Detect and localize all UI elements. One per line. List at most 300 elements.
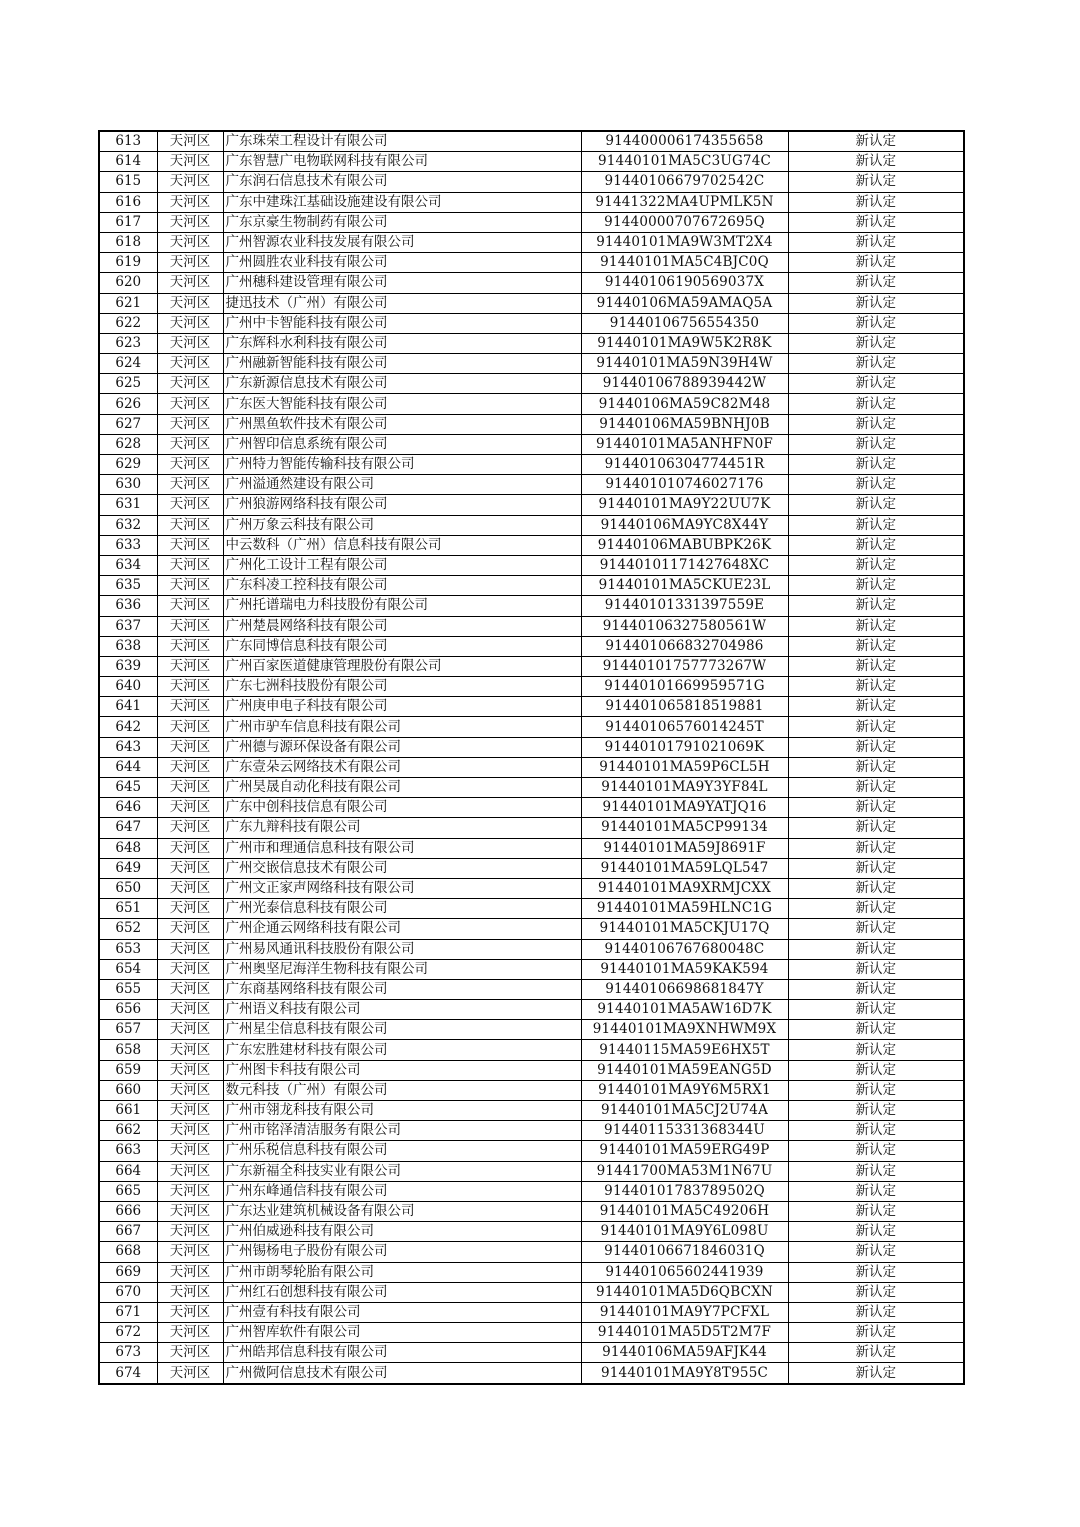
row-number-cell: 671 [99, 1302, 157, 1322]
row-number-cell: 663 [99, 1141, 157, 1161]
status-cell: 新认定 [788, 899, 964, 919]
credit-code-cell: 91440115MA59E6HX5T [581, 1040, 788, 1060]
table-row [99, 1222, 964, 1242]
company-name-cell: 广东宏胜建材科技有限公司 [223, 1040, 581, 1060]
row-number-cell: 615 [99, 172, 157, 192]
status-cell: 新认定 [788, 192, 964, 212]
status-cell: 新认定 [788, 656, 964, 676]
company-name-cell: 广州黑鱼软件技术有限公司 [223, 414, 581, 434]
status-cell: 新认定 [788, 878, 964, 898]
district-cell: 天河区 [157, 576, 223, 596]
company-name-cell: 广州特力智能传输科技有限公司 [223, 455, 581, 475]
row-number-cell: 662 [99, 1121, 157, 1141]
table-row [99, 1343, 964, 1363]
company-name-cell: 广州微阿信息技术有限公司 [223, 1363, 581, 1384]
status-cell: 新认定 [788, 1040, 964, 1060]
company-name-cell: 广州市和理通信息科技有限公司 [223, 838, 581, 858]
table-row [99, 293, 964, 313]
district-cell: 天河区 [157, 1363, 223, 1384]
credit-code-cell: 91440101MA5ANHFN0F [581, 434, 788, 454]
status-cell: 新认定 [788, 394, 964, 414]
company-name-cell: 广州智印信息系统有限公司 [223, 434, 581, 454]
row-number-cell: 639 [99, 656, 157, 676]
table-row [99, 374, 964, 394]
company-name-cell: 广州市驴车信息科技有限公司 [223, 717, 581, 737]
credit-code-cell: 91440101MA5CP99134 [581, 818, 788, 838]
row-number-cell: 624 [99, 354, 157, 374]
district-cell: 天河区 [157, 455, 223, 475]
status-cell: 新认定 [788, 858, 964, 878]
company-name-cell: 广州庚申电子科技有限公司 [223, 697, 581, 717]
district-cell: 天河区 [157, 555, 223, 575]
row-number-cell: 620 [99, 273, 157, 293]
table-row [99, 596, 964, 616]
table-row [99, 757, 964, 777]
status-cell: 新认定 [788, 535, 964, 555]
district-cell: 天河区 [157, 899, 223, 919]
row-number-cell: 659 [99, 1060, 157, 1080]
table-row [99, 616, 964, 636]
credit-code-cell: 91440106327580561W [581, 616, 788, 636]
table-row [99, 959, 964, 979]
company-name-cell: 广州光泰信息科技有限公司 [223, 899, 581, 919]
status-cell: 新认定 [788, 838, 964, 858]
status-cell: 新认定 [788, 1141, 964, 1161]
credit-code-cell: 91440106581851988​1 [581, 697, 788, 717]
status-cell: 新认定 [788, 596, 964, 616]
table-row [99, 414, 964, 434]
status-cell: 新认定 [788, 313, 964, 333]
district-cell: 天河区 [157, 616, 223, 636]
district-cell: 天河区 [157, 434, 223, 454]
status-cell: 新认定 [788, 1161, 964, 1181]
district-cell: 天河区 [157, 1060, 223, 1080]
credit-code-cell: 91440106MABUBPK26K [581, 535, 788, 555]
credit-code-cell: 91440106671846031Q [581, 1242, 788, 1262]
status-cell: 新认定 [788, 333, 964, 353]
row-number-cell: 614 [99, 152, 157, 172]
status-cell: 新认定 [788, 616, 964, 636]
credit-code-cell: 91440101MA9W3MT2X4 [581, 232, 788, 252]
credit-code-cell: 91440101MA9Y6L098U [581, 1222, 788, 1242]
company-name-cell: 广州星尘信息科技有限公司 [223, 1020, 581, 1040]
table-row [99, 172, 964, 192]
row-number-cell: 656 [99, 1000, 157, 1020]
row-number-cell: 626 [99, 394, 157, 414]
district-cell: 天河区 [157, 1262, 223, 1282]
company-name-cell: 广州皓邦信息科技有限公司 [223, 1343, 581, 1363]
district-cell: 天河区 [157, 535, 223, 555]
company-name-cell: 广州圆胜农业科技有限公司 [223, 253, 581, 273]
credit-code-cell: 91440101171427648XC [581, 555, 788, 575]
table-row [99, 354, 964, 374]
district-cell: 天河区 [157, 495, 223, 515]
credit-code-cell: 91440106756554350 [581, 313, 788, 333]
company-name-cell: 广东科凌工控科技有限公司 [223, 576, 581, 596]
row-number-cell: 617 [99, 212, 157, 232]
status-cell: 新认定 [788, 555, 964, 575]
row-number-cell: 658 [99, 1040, 157, 1060]
district-cell: 天河区 [157, 152, 223, 172]
credit-code-cell: 91440101MA59EANG5D [581, 1060, 788, 1080]
status-cell: 新认定 [788, 818, 964, 838]
status-cell: 新认定 [788, 1282, 964, 1302]
row-number-cell: 660 [99, 1080, 157, 1100]
table-row [99, 1080, 964, 1100]
table-row [99, 495, 964, 515]
district-cell: 天河区 [157, 475, 223, 495]
status-cell: 新认定 [788, 778, 964, 798]
district-cell: 天河区 [157, 1161, 223, 1181]
table-row [99, 394, 964, 414]
company-name-cell: 广州文正家声网络科技有限公司 [223, 878, 581, 898]
row-number-cell: 643 [99, 737, 157, 757]
table-row [99, 878, 964, 898]
table-row [99, 1121, 964, 1141]
district-cell: 天河区 [157, 414, 223, 434]
credit-code-cell: 91440101MA59J8691F [581, 838, 788, 858]
company-name-cell: 广州狼游网络科技有限公司 [223, 495, 581, 515]
row-number-cell: 647 [99, 818, 157, 838]
row-number-cell: 616 [99, 192, 157, 212]
status-cell: 新认定 [788, 757, 964, 777]
status-cell: 新认定 [788, 1060, 964, 1080]
district-cell: 天河区 [157, 192, 223, 212]
row-number-cell: 648 [99, 838, 157, 858]
row-number-cell: 670 [99, 1282, 157, 1302]
status-cell: 新认定 [788, 1000, 964, 1020]
company-name-cell: 广州红石创想科技有限公司 [223, 1282, 581, 1302]
row-number-cell: 669 [99, 1262, 157, 1282]
credit-code-cell: 91440101MA9Y6M5RX1 [581, 1080, 788, 1100]
credit-code-cell: 91440101MA9YATJQ16 [581, 798, 788, 818]
credit-code-cell: 91440101MA59P6CL5H [581, 757, 788, 777]
district-cell: 天河区 [157, 1141, 223, 1161]
row-number-cell: 673 [99, 1343, 157, 1363]
district-cell: 天河区 [157, 818, 223, 838]
district-cell: 天河区 [157, 596, 223, 616]
status-cell: 新认定 [788, 1363, 964, 1384]
status-cell: 新认定 [788, 152, 964, 172]
company-name-cell: 广州企通云网络科技有限公司 [223, 919, 581, 939]
table-row [99, 697, 964, 717]
row-number-cell: 644 [99, 757, 157, 777]
district-cell: 天河区 [157, 1181, 223, 1201]
company-name-cell: 广州融新智能科技有限公司 [223, 354, 581, 374]
table-row [99, 1161, 964, 1181]
row-number-cell: 613 [99, 131, 157, 152]
district-cell: 天河区 [157, 959, 223, 979]
district-cell: 天河区 [157, 979, 223, 999]
row-number-cell: 634 [99, 555, 157, 575]
company-name-cell: 广州智源农业科技发展有限公司 [223, 232, 581, 252]
credit-code-cell: 91440106560244193​9 [581, 1262, 788, 1282]
row-number-cell: 629 [99, 455, 157, 475]
row-number-cell: 652 [99, 919, 157, 939]
table-row [99, 858, 964, 878]
credit-code-cell: 91440106767680048C [581, 939, 788, 959]
table-row [99, 576, 964, 596]
row-number-cell: 651 [99, 899, 157, 919]
table-row [99, 1000, 964, 1020]
table-row [99, 434, 964, 454]
table-row [99, 818, 964, 838]
company-name-cell: 广州万象云科技有限公司 [223, 515, 581, 535]
status-cell: 新认定 [788, 1262, 964, 1282]
district-cell: 天河区 [157, 778, 223, 798]
status-cell: 新认定 [788, 1201, 964, 1221]
company-name-cell: 广东润石信息技术有限公司 [223, 172, 581, 192]
row-number-cell: 618 [99, 232, 157, 252]
status-cell: 新认定 [788, 939, 964, 959]
status-cell: 新认定 [788, 1343, 964, 1363]
company-name-cell: 广州德与源环保设备有限公司 [223, 737, 581, 757]
credit-code-cell: 91440106MA59C82M48 [581, 394, 788, 414]
row-number-cell: 627 [99, 414, 157, 434]
table-row [99, 455, 964, 475]
district-cell: 天河区 [157, 697, 223, 717]
district-cell: 天河区 [157, 394, 223, 414]
district-cell: 天河区 [157, 717, 223, 737]
credit-code-cell: 91440106MA59AFJK44 [581, 1343, 788, 1363]
credit-code-cell: 91441322MA4UPMLK5N [581, 192, 788, 212]
table-body [99, 131, 964, 1384]
table-row [99, 677, 964, 697]
table-row [99, 1242, 964, 1262]
credit-code-cell: 91440106788939442W [581, 374, 788, 394]
status-cell: 新认定 [788, 1323, 964, 1343]
credit-code-cell: 91440101MA5D5T2M7F [581, 1323, 788, 1343]
credit-code-cell: 91440115331368344U [581, 1121, 788, 1141]
district-cell: 天河区 [157, 1323, 223, 1343]
credit-code-cell: 91440101MA5CJ2U74A [581, 1101, 788, 1121]
credit-code-cell: 91440106698681847Y [581, 979, 788, 999]
row-number-cell: 666 [99, 1201, 157, 1221]
status-cell: 新认定 [788, 979, 964, 999]
company-name-cell: 广东七洲科技股份有限公司 [223, 677, 581, 697]
company-name-cell: 广东壹朵云网络技术有限公司 [223, 757, 581, 777]
company-name-cell: 中云数科（广州）信息科技有限公司 [223, 535, 581, 555]
district-cell: 天河区 [157, 1201, 223, 1221]
credit-code-cell: 91440101074602717​6 [581, 475, 788, 495]
company-name-cell: 广州托谱瑞电力科技股份有限公司 [223, 596, 581, 616]
status-cell: 新认定 [788, 798, 964, 818]
table-row [99, 1323, 964, 1343]
company-name-cell: 广州易风通讯科技股份有限公司 [223, 939, 581, 959]
credit-code-cell: 91440106MA59AMAQ5A [581, 293, 788, 313]
row-number-cell: 668 [99, 1242, 157, 1262]
status-cell: 新认定 [788, 576, 964, 596]
status-cell: 新认定 [788, 1302, 964, 1322]
company-name-cell: 广州市翎龙科技有限公司 [223, 1101, 581, 1121]
credit-code-cell: 91440101MA59ERG49P [581, 1141, 788, 1161]
company-list-table [98, 130, 965, 1385]
status-cell: 新认定 [788, 232, 964, 252]
row-number-cell: 665 [99, 1181, 157, 1201]
company-name-cell: 广东达业建筑机械设备有限公司 [223, 1201, 581, 1221]
table-row [99, 273, 964, 293]
status-cell: 新认定 [788, 717, 964, 737]
credit-code-cell: 91440101MA5C4BJC0Q [581, 253, 788, 273]
credit-code-cell: 91441700MA53M1N67U [581, 1161, 788, 1181]
district-cell: 天河区 [157, 878, 223, 898]
district-cell: 天河区 [157, 212, 223, 232]
company-name-cell: 捷迅技术（广州）有限公司 [223, 293, 581, 313]
table-row [99, 535, 964, 555]
status-cell: 新认定 [788, 131, 964, 152]
district-cell: 天河区 [157, 1000, 223, 1020]
table-row [99, 232, 964, 252]
district-cell: 天河区 [157, 1282, 223, 1302]
row-number-cell: 664 [99, 1161, 157, 1181]
company-name-cell: 广州溢通然建设有限公司 [223, 475, 581, 495]
credit-code-cell: 91440101MA9Y8T955C [581, 1363, 788, 1384]
district-cell: 天河区 [157, 333, 223, 353]
district-cell: 天河区 [157, 374, 223, 394]
table-row [99, 212, 964, 232]
company-name-cell: 广州市朗琴轮胎有限公司 [223, 1262, 581, 1282]
credit-code-cell: 91440101669959571G [581, 677, 788, 697]
company-name-cell: 广东中建珠江基础设施建设有限公司 [223, 192, 581, 212]
credit-code-cell: 91440101MA9Y3YF84L [581, 778, 788, 798]
company-name-cell: 广州东峰通信科技有限公司 [223, 1181, 581, 1201]
row-number-cell: 645 [99, 778, 157, 798]
credit-code-cell: 91440101MA9Y22UU7K [581, 495, 788, 515]
district-cell: 天河区 [157, 515, 223, 535]
credit-code-cell: 91440106304774451R [581, 455, 788, 475]
district-cell: 天河区 [157, 1040, 223, 1060]
status-cell: 新认定 [788, 1020, 964, 1040]
table-row [99, 1201, 964, 1221]
company-name-cell: 广州语义科技有限公司 [223, 1000, 581, 1020]
status-cell: 新认定 [788, 919, 964, 939]
row-number-cell: 637 [99, 616, 157, 636]
table-row [99, 1040, 964, 1060]
table-row [99, 131, 964, 152]
company-name-cell: 广州市铭泽清洁服务有限公司 [223, 1121, 581, 1141]
credit-code-cell: 91440101MA9XRMJCXX [581, 878, 788, 898]
company-name-cell: 广州化工设计工程有限公司 [223, 555, 581, 575]
credit-code-cell: 91440101MA5AW16D7K [581, 1000, 788, 1020]
row-number-cell: 653 [99, 939, 157, 959]
district-cell: 天河区 [157, 1302, 223, 1322]
row-number-cell: 649 [99, 858, 157, 878]
table-row [99, 253, 964, 273]
credit-code-cell: 91440101MA5C49206H [581, 1201, 788, 1221]
status-cell: 新认定 [788, 1181, 964, 1201]
table-row [99, 838, 964, 858]
district-cell: 天河区 [157, 293, 223, 313]
row-number-cell: 635 [99, 576, 157, 596]
credit-code-cell: 91440101MA5D6QBCXN [581, 1282, 788, 1302]
table-row [99, 1020, 964, 1040]
row-number-cell: 655 [99, 979, 157, 999]
district-cell: 天河区 [157, 636, 223, 656]
company-name-cell: 广州伯威逊科技有限公司 [223, 1222, 581, 1242]
row-number-cell: 657 [99, 1020, 157, 1040]
district-cell: 天河区 [157, 1080, 223, 1100]
credit-code-cell: 91440106576014245T [581, 717, 788, 737]
credit-code-cell: 91440101757773267W [581, 656, 788, 676]
table-row [99, 798, 964, 818]
row-number-cell: 642 [99, 717, 157, 737]
table-row [99, 1141, 964, 1161]
row-number-cell: 661 [99, 1101, 157, 1121]
status-cell: 新认定 [788, 354, 964, 374]
credit-code-cell: 91440101MA5C3UG74C [581, 152, 788, 172]
status-cell: 新认定 [788, 636, 964, 656]
company-name-cell: 广东同博信息科技有限公司 [223, 636, 581, 656]
status-cell: 新认定 [788, 475, 964, 495]
row-number-cell: 674 [99, 1363, 157, 1384]
credit-code-cell: 91440101MA59HLNC1G [581, 899, 788, 919]
row-number-cell: 632 [99, 515, 157, 535]
row-number-cell: 646 [99, 798, 157, 818]
credit-code-cell: 91440101783789502Q [581, 1181, 788, 1201]
table-row [99, 899, 964, 919]
table-row [99, 919, 964, 939]
district-cell: 天河区 [157, 737, 223, 757]
company-name-cell: 广州奥坚尼海洋生物科技有限公司 [223, 959, 581, 979]
credit-code-cell: 91440101MA59N39H4W [581, 354, 788, 374]
credit-code-cell: 91440106MA59BNHJ0B [581, 414, 788, 434]
status-cell: 新认定 [788, 1121, 964, 1141]
district-cell: 天河区 [157, 838, 223, 858]
row-number-cell: 650 [99, 878, 157, 898]
company-name-cell: 广东辉科水利科技有限公司 [223, 333, 581, 353]
credit-code-cell: 91440106679702542C [581, 172, 788, 192]
table-row [99, 778, 964, 798]
table-row [99, 636, 964, 656]
credit-code-cell: 91440101MA9Y7PCFXL [581, 1302, 788, 1322]
company-name-cell: 广州中卡智能科技有限公司 [223, 313, 581, 333]
status-cell: 新认定 [788, 1101, 964, 1121]
district-cell: 天河区 [157, 798, 223, 818]
district-cell: 天河区 [157, 1343, 223, 1363]
credit-code-cell: 91440000707672695Q [581, 212, 788, 232]
status-cell: 新认定 [788, 1080, 964, 1100]
credit-code-cell: 91440101MA5CKUE23L [581, 576, 788, 596]
company-name-cell: 广州图卡科技有限公司 [223, 1060, 581, 1080]
district-cell: 天河区 [157, 354, 223, 374]
table-row [99, 313, 964, 333]
company-name-cell: 广东商基网络科技有限公司 [223, 979, 581, 999]
district-cell: 天河区 [157, 1101, 223, 1121]
district-cell: 天河区 [157, 677, 223, 697]
company-name-cell: 广州锡杨电子股份有限公司 [223, 1242, 581, 1262]
company-name-cell: 广东新源信息技术有限公司 [223, 374, 581, 394]
credit-code-cell: 91440101MA59KAK594 [581, 959, 788, 979]
status-cell: 新认定 [788, 495, 964, 515]
district-cell: 天河区 [157, 939, 223, 959]
company-name-cell: 广东医大智能科技有限公司 [223, 394, 581, 414]
row-number-cell: 631 [99, 495, 157, 515]
district-cell: 天河区 [157, 1242, 223, 1262]
credit-code-cell: 91440101MA5CKJU17Q [581, 919, 788, 939]
credit-code-cell: 91440101791021069K [581, 737, 788, 757]
district-cell: 天河区 [157, 919, 223, 939]
table-row [99, 1181, 964, 1201]
table-row [99, 717, 964, 737]
row-number-cell: 628 [99, 434, 157, 454]
district-cell: 天河区 [157, 1222, 223, 1242]
company-name-cell: 广州壹有科技有限公司 [223, 1302, 581, 1322]
company-name-cell: 广东珠荣工程设计有限公司 [223, 131, 581, 152]
company-name-cell: 广东中创科技信息有限公司 [223, 798, 581, 818]
status-cell: 新认定 [788, 737, 964, 757]
district-cell: 天河区 [157, 1121, 223, 1141]
table-row [99, 515, 964, 535]
